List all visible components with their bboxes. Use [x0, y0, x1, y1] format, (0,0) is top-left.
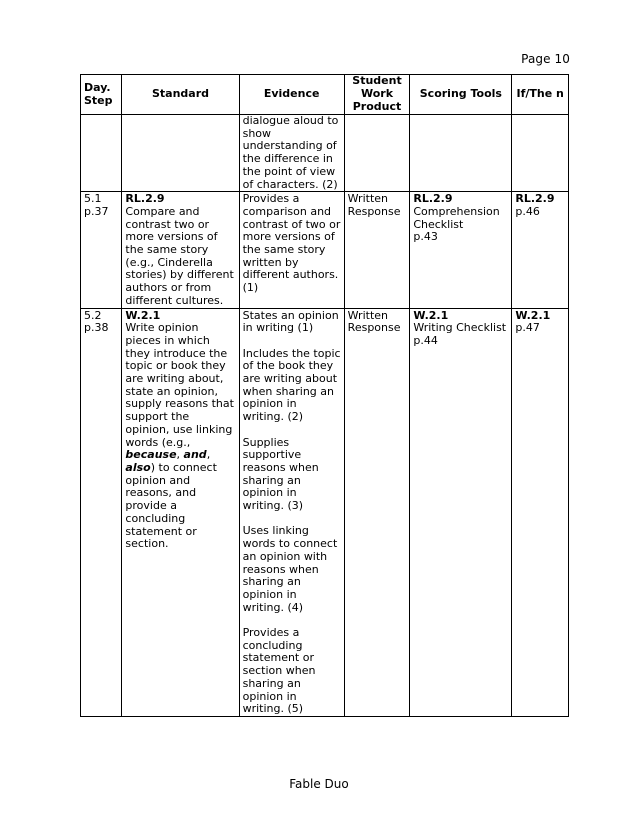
tool-code: RL.2.9	[413, 192, 453, 206]
standard-code: RL.2.9	[125, 192, 165, 206]
tool-name: Comprehension Checklist	[413, 204, 500, 231]
evidence-item: Provides a concluding statement or section when sharing an opinion in writing. (5)	[242, 626, 316, 716]
header-if-then: If/The n	[512, 75, 569, 115]
evidence-cell	[239, 308, 344, 716]
page-footer: Fable Duo	[289, 777, 349, 791]
day-cell	[81, 308, 122, 716]
evidence-item: States an opinion in writing (1)	[242, 308, 339, 335]
evidence-item: Uses linking words to connect an opinion with reasons when sharing an opinion in writing. (4)	[242, 524, 338, 614]
evidence-item: Includes the topic of the book they are writing about when sharing an opinion in writing. (2)	[242, 346, 341, 424]
if-then-cell	[512, 308, 569, 716]
evidence-item: Supplies supportive reasons when sharing an opinion in writing. (3)	[242, 435, 319, 513]
scoring-tools-cell	[410, 192, 512, 308]
header-row	[81, 75, 569, 115]
work-product-cell	[344, 192, 410, 308]
table-row	[81, 115, 569, 192]
standard-code: W.2.1	[125, 308, 161, 322]
standard-text: Compare and contrast two or more versions of the same story (e.g., Cinderella stories) by different authors or from different cultures.	[125, 204, 234, 307]
scoring-tools-cell	[410, 115, 512, 192]
if-then-page: p.46	[515, 204, 540, 218]
evidence-cell	[239, 115, 344, 192]
standard-text-part: Write opinion pieces in which they introduce the topic or book they are writing about, state an opinion, supply reasons that support the opinion, use linking words (e.g.,	[125, 321, 234, 449]
evidence-text: dialogue aloud to show understanding of the difference in the point of view of characters. (2)	[242, 114, 339, 191]
linking-word: also	[125, 460, 151, 474]
table-header	[81, 75, 569, 115]
scoring-tools-cell	[410, 308, 512, 716]
day-value: 5.2	[84, 308, 102, 322]
page-number: Page 10	[521, 52, 570, 66]
work-product-text: Written Response	[347, 308, 401, 335]
header-day-step: Day. Step	[81, 75, 122, 115]
header-scoring-tools: Scoring Tools	[410, 75, 512, 115]
linking-word: because	[125, 448, 177, 462]
standard-text	[125, 322, 235, 551]
if-then-page: p.47	[515, 321, 540, 335]
tool-page: p.44	[413, 333, 438, 347]
if-then-code: W.2.1	[515, 308, 551, 322]
spacer	[243, 335, 341, 348]
step-value: p.38	[84, 321, 109, 335]
spacer	[243, 424, 341, 437]
table-row	[81, 192, 569, 308]
standard-cell	[122, 308, 239, 716]
day-cell	[81, 192, 122, 308]
tool-code: W.2.1	[413, 308, 449, 322]
if-then-code: RL.2.9	[515, 192, 555, 206]
header-standard: Standard	[122, 75, 239, 115]
header-evidence: Evidence	[239, 75, 344, 115]
evidence-text: Provides a comparison and contrast of two or more versions of the same story written by different authors. (1)	[242, 192, 341, 295]
table-row	[81, 308, 569, 716]
standard-cell	[122, 115, 239, 192]
if-then-cell	[512, 115, 569, 192]
evidence-cell	[239, 192, 344, 308]
standard-separator: ,	[176, 448, 184, 462]
day-value: 5.1	[84, 192, 102, 206]
step-value: p.37	[84, 204, 109, 218]
header-student-work-product: Student Work Product	[344, 75, 410, 115]
work-product-cell	[344, 115, 410, 192]
tool-name: Writing Checklist	[413, 321, 507, 335]
standard-text-part: ) to connect opinion and reasons, and provide a concluding statement or section.	[125, 460, 217, 551]
work-product-text: Written Response	[347, 192, 401, 218]
linking-word: and	[183, 448, 207, 462]
work-product-cell	[344, 308, 410, 716]
standard-separator: ,	[206, 448, 211, 462]
tool-page: p.43	[413, 230, 438, 244]
if-then-cell	[512, 192, 569, 308]
day-cell	[81, 115, 122, 192]
curriculum-table	[80, 74, 569, 717]
standard-cell	[122, 192, 239, 308]
